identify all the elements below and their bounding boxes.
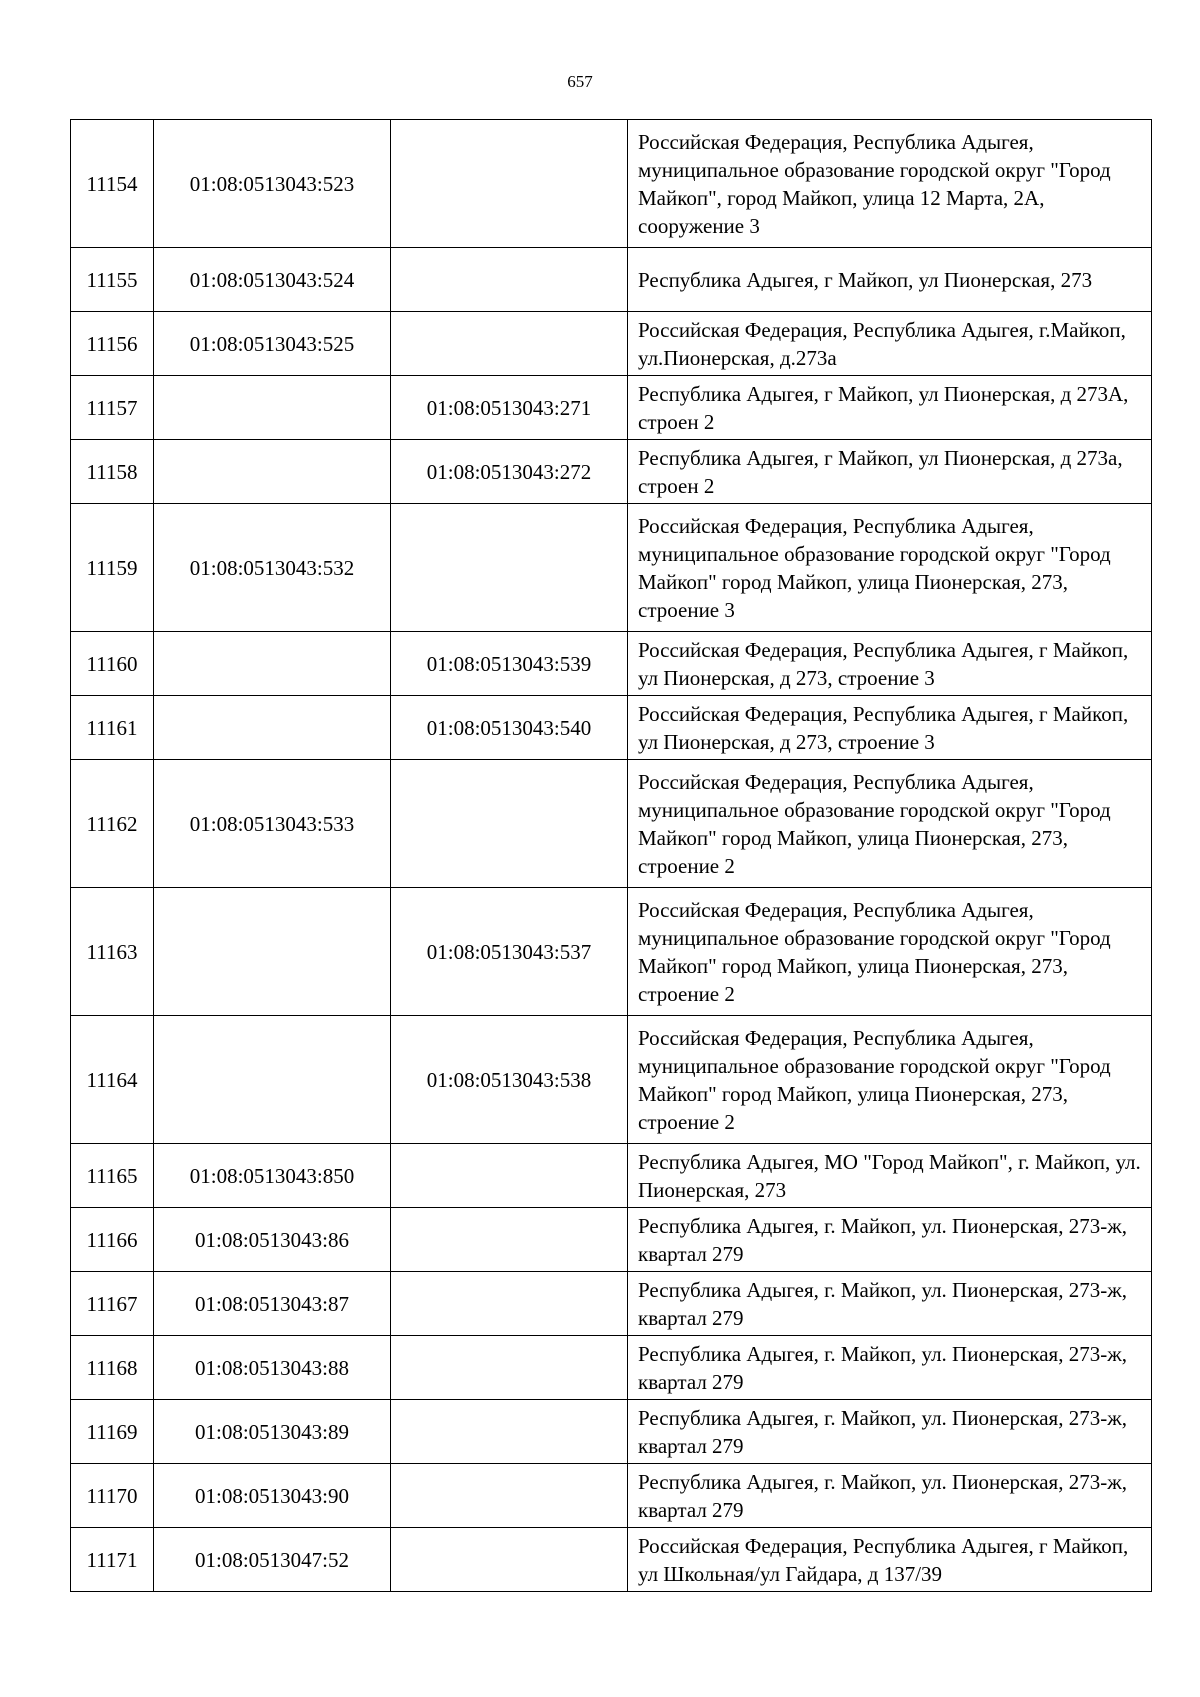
cadastral-number-cell [154,1016,391,1144]
table-row [71,248,1152,312]
address-cell: Республика Адыгея, МО "Город Майкоп", г. Майкоп, ул. Пионерская, 273 [628,1144,1152,1208]
table-row [71,376,1152,440]
address-cell: Российская Федерация, Республика Адыгея, г Майкоп, ул Школьная/ул Гайдара, д 137/39 [628,1528,1152,1592]
row-number-cell: 11164 [71,1016,154,1144]
parent-cadastral-number-cell: 01:08:0513043:537 [391,888,628,1016]
parent-cadastral-number-cell [391,1336,628,1400]
cadastral-number-cell [154,632,391,696]
table-row [71,1272,1152,1336]
table-row [71,1208,1152,1272]
table-row [71,696,1152,760]
cadastral-number-cell: 01:08:0513043:524 [154,248,391,312]
registry-table-body [71,120,1152,1592]
row-number-cell: 11159 [71,504,154,632]
table-row [71,440,1152,504]
row-number-cell: 11154 [71,120,154,248]
cadastral-number-cell [154,696,391,760]
row-number-cell: 11162 [71,760,154,888]
parent-cadastral-number-cell [391,1528,628,1592]
address-cell: Российская Федерация, Республика Адыгея, муниципальное образование городской округ "Город Майкоп" город Майкоп, улица Пионерская, 273, строение 2 [628,888,1152,1016]
row-number-cell: 11156 [71,312,154,376]
address-cell: Республика Адыгея, г. Майкоп, ул. Пионерская, 273-ж, квартал 279 [628,1272,1152,1336]
row-number-cell: 11171 [71,1528,154,1592]
address-cell: Республика Адыгея, г. Майкоп, ул. Пионерская, 273-ж, квартал 279 [628,1400,1152,1464]
address-cell: Российская Федерация, Республика Адыгея, муниципальное образование городской округ "Город Майкоп" город Майкоп, улица Пионерская, 273, строение 3 [628,504,1152,632]
table-row [71,632,1152,696]
cadastral-number-cell: 01:08:0513043:88 [154,1336,391,1400]
row-number-cell: 11165 [71,1144,154,1208]
address-cell: Республика Адыгея, г. Майкоп, ул. Пионерская, 273-ж, квартал 279 [628,1208,1152,1272]
parent-cadastral-number-cell [391,760,628,888]
parent-cadastral-number-cell [391,120,628,248]
parent-cadastral-number-cell [391,504,628,632]
parent-cadastral-number-cell: 01:08:0513043:538 [391,1016,628,1144]
cadastral-number-cell: 01:08:0513043:523 [154,120,391,248]
parent-cadastral-number-cell: 01:08:0513043:539 [391,632,628,696]
address-cell: Российская Федерация, Республика Адыгея, муниципальное образование городской округ "Город Майкоп" город Майкоп, улица Пионерская, 273, строение 2 [628,760,1152,888]
row-number-cell: 11157 [71,376,154,440]
cadastral-number-cell: 01:08:0513043:89 [154,1400,391,1464]
address-cell: Республика Адыгея, г Майкоп, ул Пионерская, д 273А, строен 2 [628,376,1152,440]
table-row [71,504,1152,632]
table-row [71,1464,1152,1528]
parent-cadastral-number-cell [391,1400,628,1464]
parent-cadastral-number-cell [391,1144,628,1208]
table-row [71,760,1152,888]
registry-table [70,119,1152,1592]
parent-cadastral-number-cell [391,1272,628,1336]
parent-cadastral-number-cell: 01:08:0513043:272 [391,440,628,504]
row-number-cell: 11161 [71,696,154,760]
address-cell: Республика Адыгея, г Майкоп, ул Пионерская, д 273а, строен 2 [628,440,1152,504]
cadastral-number-cell: 01:08:0513043:90 [154,1464,391,1528]
address-cell: Российская Федерация, Республика Адыгея, муниципальное образование городской округ "Город Майкоп" город Майкоп, улица Пионерская, 273, строение 2 [628,1016,1152,1144]
row-number-cell: 11166 [71,1208,154,1272]
cadastral-number-cell: 01:08:0513043:532 [154,504,391,632]
parent-cadastral-number-cell: 01:08:0513043:540 [391,696,628,760]
table-row [71,1336,1152,1400]
parent-cadastral-number-cell [391,1208,628,1272]
cadastral-number-cell: 01:08:0513043:87 [154,1272,391,1336]
parent-cadastral-number-cell: 01:08:0513043:271 [391,376,628,440]
row-number-cell: 11160 [71,632,154,696]
address-cell: Республика Адыгея, г. Майкоп, ул. Пионерская, 273-ж, квартал 279 [628,1464,1152,1528]
table-row [71,120,1152,248]
page-number: 657 [567,72,593,91]
row-number-cell: 11170 [71,1464,154,1528]
row-number-cell: 11163 [71,888,154,1016]
address-cell: Российская Федерация, Республика Адыгея, муниципальное образование городской округ "Город Майкоп", город Майкоп, улица 12 Марта, 2А, сооружение 3 [628,120,1152,248]
cadastral-number-cell: 01:08:0513047:52 [154,1528,391,1592]
cadastral-number-cell: 01:08:0513043:86 [154,1208,391,1272]
cadastral-number-cell: 01:08:0513043:850 [154,1144,391,1208]
row-number-cell: 11155 [71,248,154,312]
row-number-cell: 11168 [71,1336,154,1400]
row-number-cell: 11169 [71,1400,154,1464]
parent-cadastral-number-cell [391,312,628,376]
address-cell: Российская Федерация, Республика Адыгея, г Майкоп, ул Пионерская, д 273, строение 3 [628,632,1152,696]
address-cell: Российская Федерация, Республика Адыгея, г Майкоп, ул Пионерская, д 273, строение 3 [628,696,1152,760]
table-row [71,1528,1152,1592]
table-row [71,1016,1152,1144]
table-row [71,312,1152,376]
address-cell: Республика Адыгея, г. Майкоп, ул. Пионерская, 273-ж, квартал 279 [628,1336,1152,1400]
address-cell: Российская Федерация, Республика Адыгея, г.Майкоп, ул.Пионерская, д.273а [628,312,1152,376]
cadastral-number-cell: 01:08:0513043:533 [154,760,391,888]
row-number-cell: 11158 [71,440,154,504]
row-number-cell: 11167 [71,1272,154,1336]
cadastral-number-cell: 01:08:0513043:525 [154,312,391,376]
address-cell: Республика Адыгея, г Майкоп, ул Пионерская, 273 [628,248,1152,312]
table-row [71,1144,1152,1208]
table-row [71,888,1152,1016]
parent-cadastral-number-cell [391,248,628,312]
parent-cadastral-number-cell [391,1464,628,1528]
cadastral-number-cell [154,888,391,1016]
table-row [71,1400,1152,1464]
cadastral-number-cell [154,440,391,504]
cadastral-number-cell [154,376,391,440]
